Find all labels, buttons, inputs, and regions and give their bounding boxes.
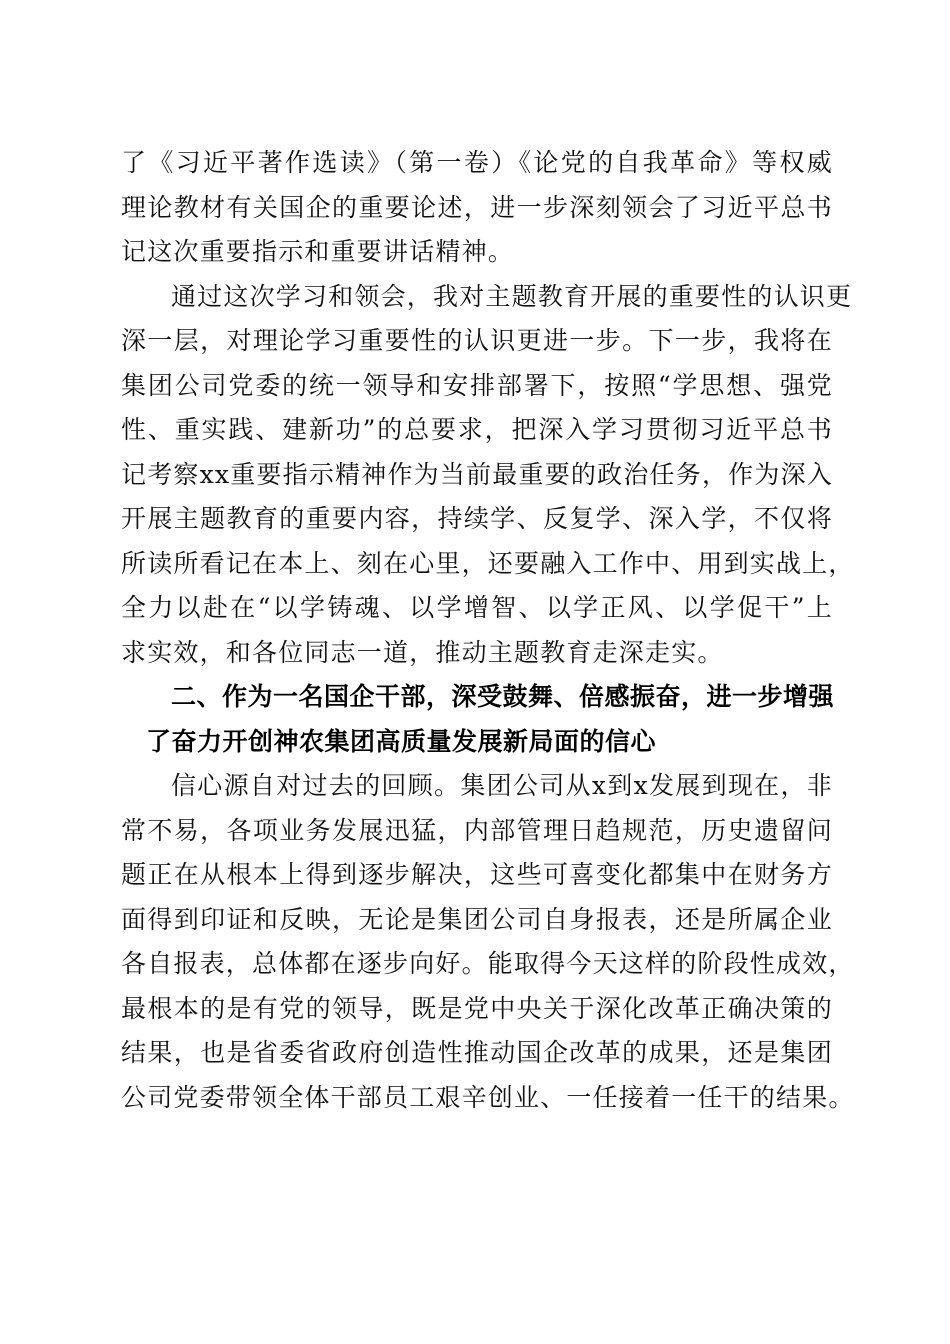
paragraph-line: 深一层，对理论学习重要性的认识更进一步。下一步，我将在 [121,326,833,355]
paragraph-line: 求实效，和各位同志一道，推动主题教育走深走实。 [121,637,724,667]
paragraph-line: 了《习近平著作选读》（第一卷）《论党的自我革命》等权威 [121,148,833,177]
paragraph-line: 记这次重要指示和重要讲话精神。 [121,237,515,266]
document-body [121,141,855,1120]
paragraph-line: 性、重实践、建新功”的总要求，把深入学习贯彻习近平总书 [121,415,833,444]
paragraph-line: 集团公司党委的统一领导和安排部署下，按照“学思想、强党 [121,370,833,400]
paragraph-line: 结果，也是省委省政府创造性推动国企改革的成果，还是集团 [121,1038,833,1067]
paragraph-3 [121,764,855,1120]
paragraph-line: 所读所看记在本上、刻在心里，还要融入工作中、用到实战上， [121,548,855,578]
paragraph-2 [121,275,855,676]
paragraph-line: 记考察xx重要指示精神作为当前最重要的政治任务，作为深入 [121,459,833,489]
paragraph-line: 信心源自对过去的回顾。集团公司从x到x发展到现在，非 [171,771,833,800]
paragraph-line: 开展主题教育的重要内容，持续学、反复学、深入学，不仅将 [121,504,833,533]
paragraph-line: 最根本的是有党的领导，既是党中央关于深化改革正确决策的 [121,993,833,1023]
paragraph-line: 面得到印证和反映，无论是集团公司自身报表，还是所属企业 [121,904,833,934]
paragraph-line: 题正在从根本上得到逐步解决，这些可喜变化都集中在财务方 [121,860,833,889]
heading-line: 了奋力开创神农集团高质量发展新局面的信心 [146,726,657,756]
paragraph-1 [121,141,833,275]
paragraph-line: 公司党委带领全体干部员工艰辛创业、一任接着一任干的结果。 [121,1082,855,1112]
paragraph-line: 各自报表，总体都在逐步向好。能取得今天这样的阶段性成效， [121,949,855,978]
paragraph-line: 全力以赴在“以学铸魂、以学增智、以学正风、以学促干”上 [121,593,833,622]
heading-line: 二、作为一名国企干部，深受鼓舞、倍感振奋，进一步增强 [171,682,835,711]
paragraph-line: 通过这次学习和领会，我对主题教育开展的重要性的认识更 [171,281,853,311]
paragraph-line: 理论教材有关国企的重要论述，进一步深刻领会了习近平总书 [121,192,833,222]
paragraph-line: 常不易，各项业务发展迅猛，内部管理日趋规范，历史遗留问 [121,815,833,845]
section-heading [121,675,833,764]
